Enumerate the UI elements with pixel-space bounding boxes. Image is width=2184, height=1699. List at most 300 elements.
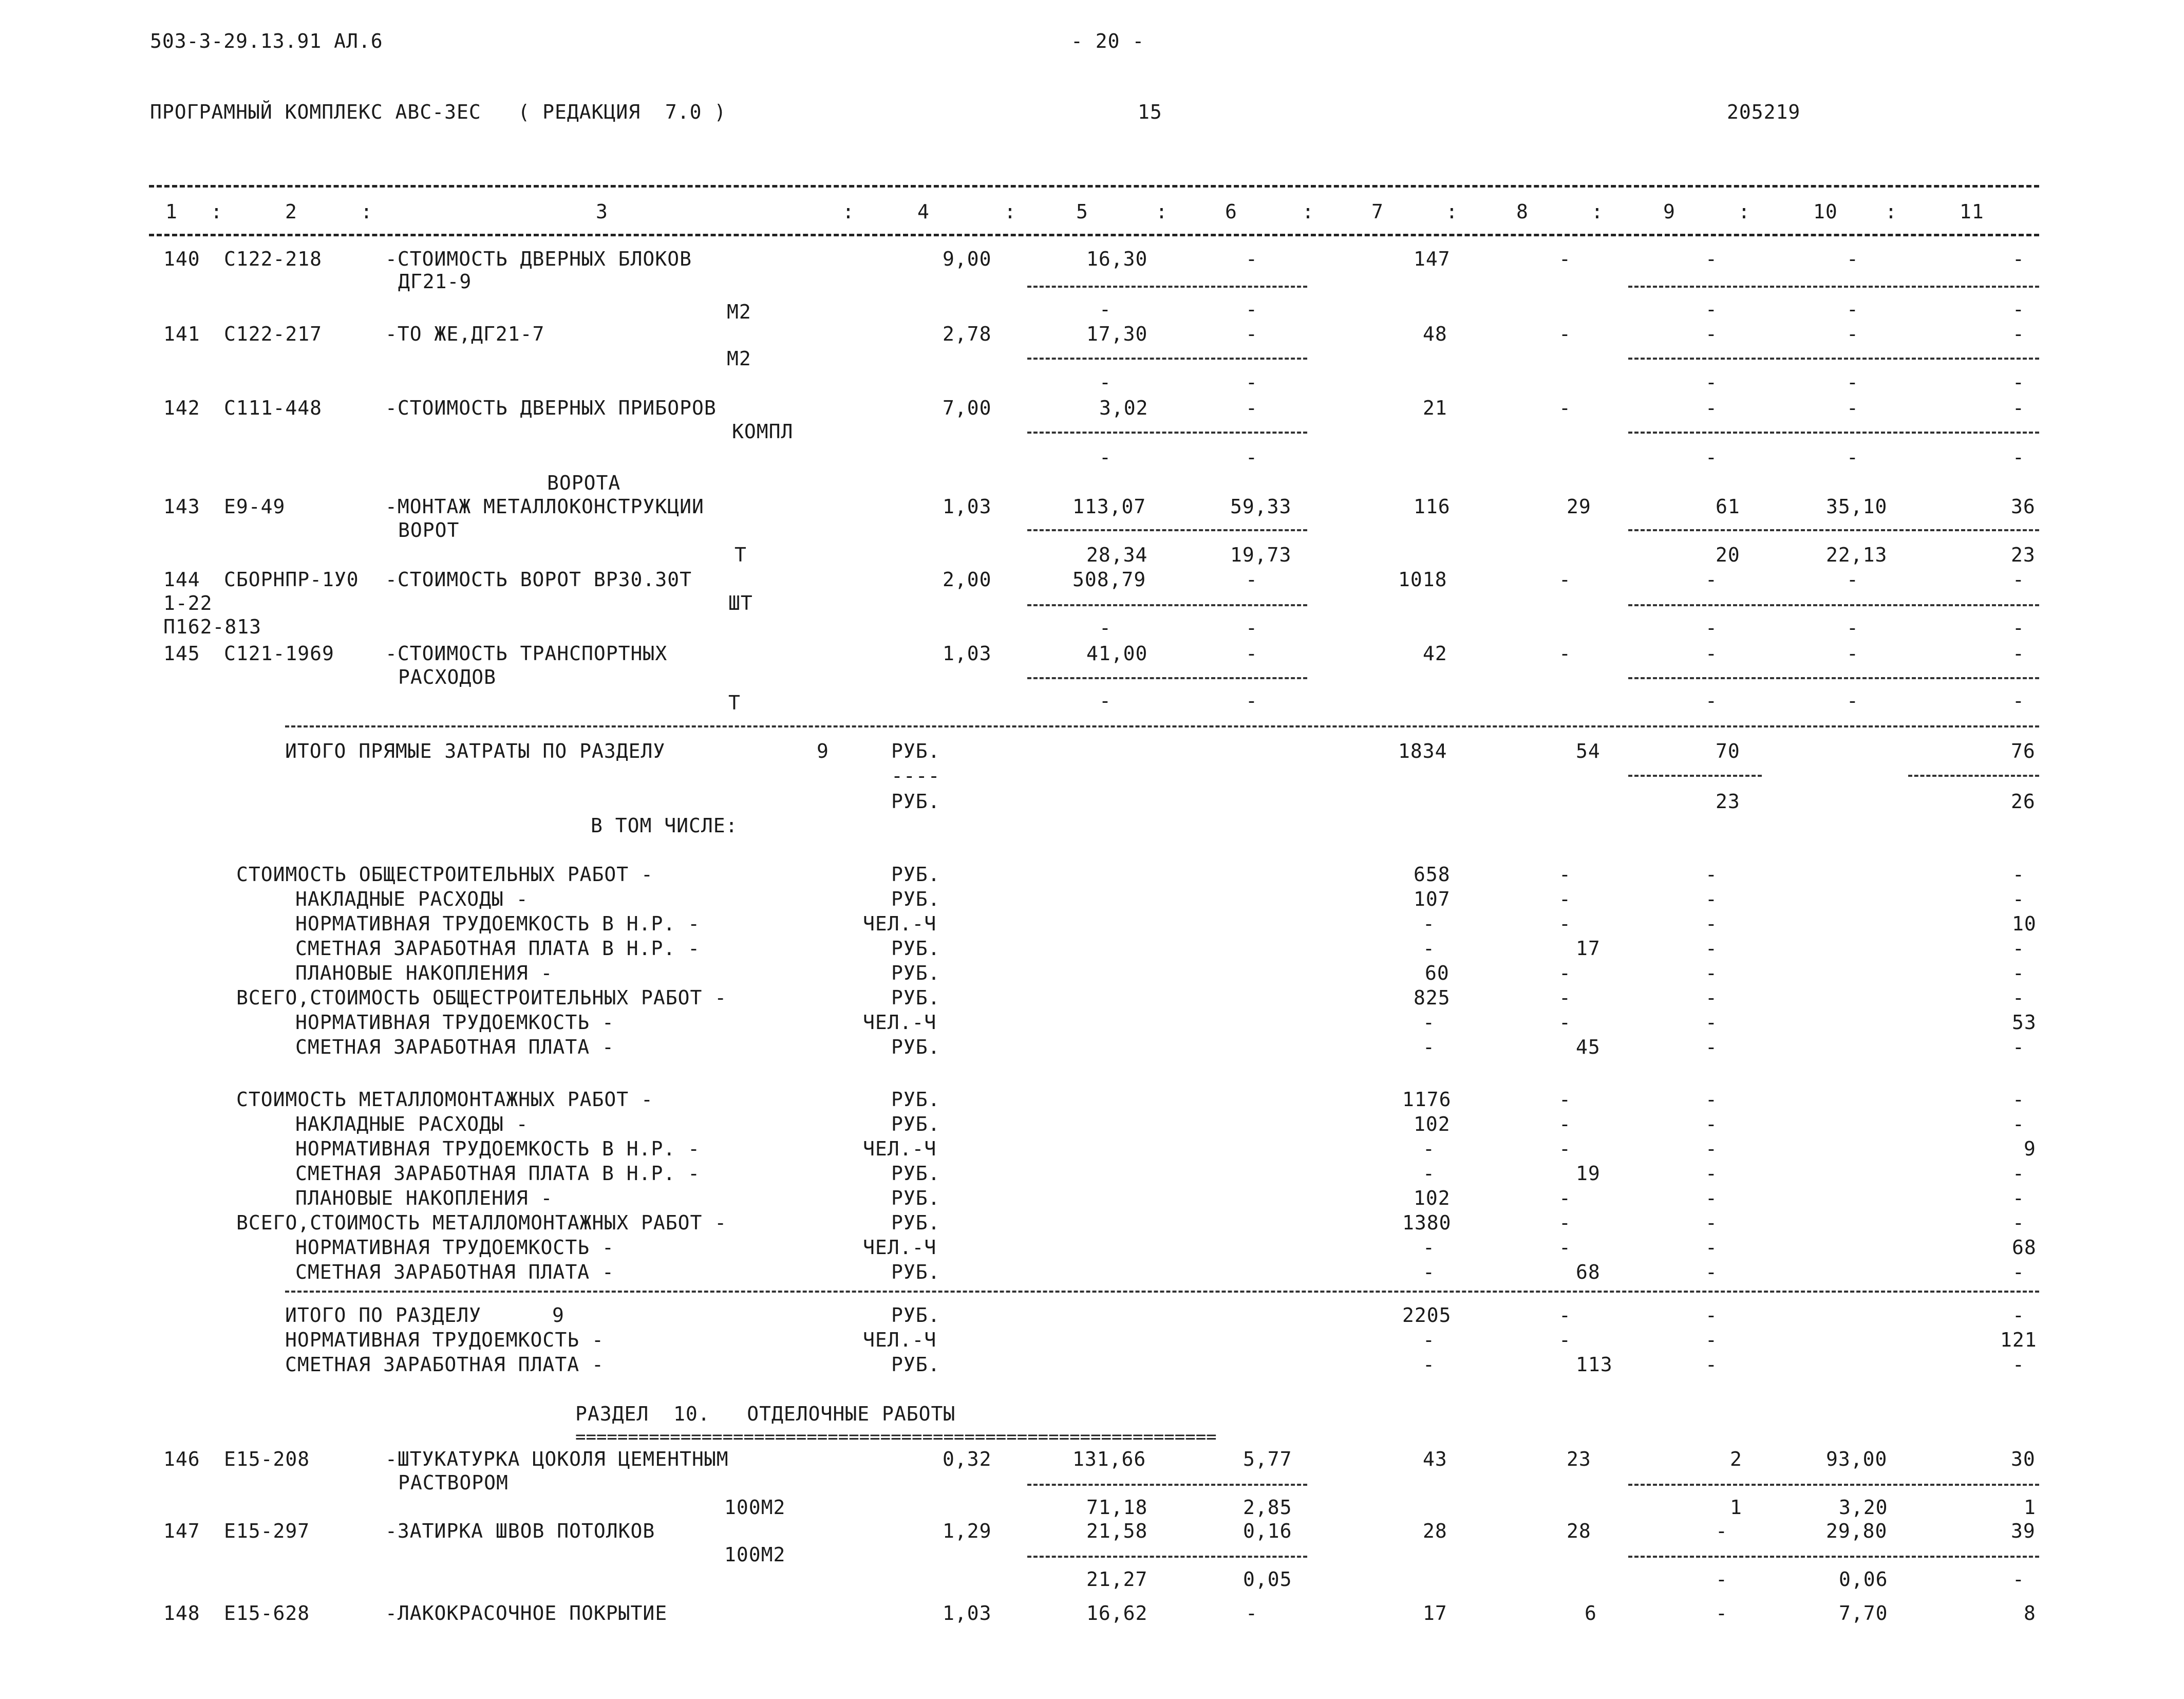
row-name: -СТОИМОСТЬ ТРАНСПОРТНЫХ bbox=[385, 642, 668, 665]
summary-label: ВСЕГО,СТОИМОСТЬ МЕТАЛЛОМОНТАЖНЫХ РАБОТ - bbox=[236, 1211, 727, 1234]
summary-c9: - bbox=[1705, 1036, 1718, 1058]
summary-c9: - bbox=[1705, 912, 1718, 935]
summary-unit: РУБ. bbox=[891, 1304, 940, 1327]
row-code: С111-448 bbox=[224, 397, 323, 419]
dash-mark: - bbox=[2012, 689, 2025, 712]
cell-c8: 28 bbox=[1567, 1520, 1591, 1542]
row-code: Е9-49 bbox=[224, 495, 286, 518]
summary-c7: - bbox=[1423, 1011, 1435, 1034]
cell-c10: - bbox=[1847, 397, 1859, 419]
summary-c7: 825 bbox=[1414, 986, 1451, 1009]
col-1: 1 bbox=[165, 200, 178, 223]
summary-label: СМЕТНАЯ ЗАРАБОТНАЯ ПЛАТА - bbox=[295, 1261, 614, 1283]
summary-unit: РУБ. bbox=[891, 1036, 940, 1058]
summary-c8: - bbox=[1559, 1304, 1571, 1327]
row-name: -МОНТАЖ МЕТАЛЛОКОНСТРУКЦИИ bbox=[385, 495, 704, 518]
summary-label: НАКЛАДНЫЕ РАСХОДЫ - bbox=[295, 888, 529, 910]
summary-c8: 17 bbox=[1576, 937, 1601, 960]
col-5: 5 bbox=[1076, 200, 1088, 223]
cell-c6: - bbox=[1246, 248, 1258, 270]
row-code-cont: П162-813 bbox=[163, 615, 262, 638]
row-unit: Т bbox=[728, 692, 741, 714]
cell-s11: 1 bbox=[2024, 1496, 2036, 1519]
total-direct-c7: 1834 bbox=[1398, 740, 1447, 762]
summary-c9: - bbox=[1705, 1329, 1718, 1351]
summary-c8: - bbox=[1559, 962, 1571, 984]
cell-s6: 19,73 bbox=[1230, 544, 1292, 566]
row-number: 147 bbox=[163, 1520, 200, 1542]
total-direct-section: 9 bbox=[817, 740, 829, 762]
col-sep: : bbox=[1302, 200, 1314, 223]
col-sep: : bbox=[1885, 200, 1897, 223]
summary-unit: РУБ. bbox=[891, 863, 940, 886]
summary-section: 9 bbox=[552, 1304, 564, 1327]
cell-s9: - bbox=[1716, 1568, 1728, 1591]
summary-unit: ЧЕЛ.-Ч bbox=[863, 1011, 937, 1034]
summary-c11: - bbox=[2012, 962, 2025, 984]
summary-unit: РУБ. bbox=[891, 1353, 940, 1376]
summary-c7: 2205 bbox=[1402, 1304, 1452, 1327]
dash-mark: - bbox=[2012, 617, 2025, 639]
row-code: Е15-208 bbox=[224, 1448, 310, 1470]
row-code: С122-217 bbox=[224, 323, 323, 345]
summary-c7: - bbox=[1423, 937, 1435, 960]
cell-c5: 16,62 bbox=[1086, 1602, 1148, 1625]
summary-unit: РУБ. bbox=[891, 1211, 940, 1234]
cell-c5: 16,30 bbox=[1086, 248, 1148, 270]
cell-s9: 20 bbox=[1716, 544, 1740, 566]
cell-c11: - bbox=[2012, 642, 2025, 665]
cell-c8: - bbox=[1559, 642, 1571, 665]
cell-c8: - bbox=[1559, 397, 1571, 419]
subrule bbox=[1628, 358, 2039, 360]
dash-mark: - bbox=[1705, 371, 1718, 394]
dash-mark: - bbox=[1705, 298, 1718, 321]
cell-s10: 3,20 bbox=[1839, 1496, 1888, 1519]
section-10-underline: ============================================================= bbox=[575, 1427, 1217, 1447]
subrule bbox=[1628, 1556, 2039, 1558]
cell-c4: 1,03 bbox=[943, 495, 992, 518]
dash-mark: - bbox=[1847, 617, 1859, 639]
summary-c11: - bbox=[2012, 863, 2025, 886]
row-code: С122-218 bbox=[224, 248, 323, 270]
cell-c6: 5,77 bbox=[1243, 1448, 1292, 1470]
row-name: -СТОИМОСТЬ ДВЕРНЫХ БЛОКОВ bbox=[385, 248, 692, 270]
row-name-cont: ВОРОТ bbox=[398, 519, 460, 542]
summary-c8: - bbox=[1559, 1187, 1571, 1209]
cell-c4: 1,29 bbox=[943, 1520, 992, 1542]
dash-mark: - bbox=[1705, 617, 1718, 639]
cell-c7: 21 bbox=[1423, 397, 1447, 419]
col-sep: : bbox=[1738, 200, 1750, 223]
dash-mark: - bbox=[1246, 617, 1258, 639]
summary-c7: - bbox=[1423, 1236, 1435, 1259]
cell-c8: - bbox=[1559, 248, 1571, 270]
dash-mark: - bbox=[1847, 446, 1859, 469]
summary-c9: - bbox=[1705, 863, 1718, 886]
cell-c7: 17 bbox=[1423, 1602, 1447, 1625]
cell-c11: - bbox=[2012, 397, 2025, 419]
summary-unit: РУБ. bbox=[891, 1187, 940, 1209]
row-number: 140 bbox=[163, 248, 200, 270]
summary-c8: - bbox=[1559, 1329, 1571, 1351]
total-direct-label: ИТОГО ПРЯМЫЕ ЗАТРАТЫ ПО РАЗДЕЛУ bbox=[285, 740, 666, 762]
dash-mark: - bbox=[1099, 371, 1112, 394]
row-name: -ЛАКОКРАСОЧНОЕ ПОКРЫТИЕ bbox=[385, 1602, 668, 1625]
cell-c6: 59,33 bbox=[1230, 495, 1292, 518]
row-unit: ШТ bbox=[728, 592, 753, 614]
cell-c8: - bbox=[1559, 323, 1571, 345]
col-sep: : bbox=[361, 200, 373, 223]
cell-s11: - bbox=[2012, 1568, 2025, 1591]
row-group-label: ВОРОТА bbox=[547, 472, 621, 494]
summary-c11: - bbox=[2012, 888, 2025, 910]
row-name: -СТОИМОСТЬ ДВЕРНЫХ ПРИБОРОВ bbox=[385, 397, 717, 419]
program-title: ПРОГРАМНЫЙ КОМПЛЕКС АВС-3ЕС ( РЕДАКЦИЯ 7.0 ) bbox=[150, 101, 727, 123]
cell-c9: - bbox=[1705, 642, 1718, 665]
summary-c11: - bbox=[2012, 1187, 2025, 1209]
subrule bbox=[1027, 529, 1307, 531]
cell-s10: 22,13 bbox=[1826, 544, 1888, 566]
summary-c8: - bbox=[1559, 986, 1571, 1009]
summary-label: НОРМАТИВНАЯ ТРУДОЕМКОСТЬ В Н.Р. - bbox=[295, 1137, 700, 1160]
cell-s6: 2,85 bbox=[1243, 1496, 1292, 1519]
dash-mark: - bbox=[2012, 446, 2025, 469]
row-unit: М2 bbox=[727, 301, 751, 323]
subrule bbox=[1628, 529, 2039, 531]
cell-c9: - bbox=[1705, 568, 1718, 591]
subrule bbox=[1628, 432, 2039, 434]
subrule bbox=[1908, 775, 2039, 777]
cell-c6: - bbox=[1246, 568, 1258, 591]
summary-label: НАКЛАДНЫЕ РАСХОДЫ - bbox=[295, 1113, 529, 1135]
row-name: -ТО ЖЕ,ДГ21-7 bbox=[385, 323, 545, 345]
cell-c4: 2,00 bbox=[943, 568, 992, 591]
summary-c11: - bbox=[2012, 1353, 2025, 1376]
cell-c8: 23 bbox=[1567, 1448, 1591, 1470]
row-code: СБОРНПР-1У0 bbox=[224, 568, 359, 591]
col-10: 10 bbox=[1813, 200, 1838, 223]
summary-c11: 68 bbox=[2012, 1236, 2037, 1259]
summary-label: НОРМАТИВНАЯ ТРУДОЕМКОСТЬ - bbox=[285, 1329, 604, 1351]
summary-c11: - bbox=[2012, 1162, 2025, 1185]
dash-mark: - bbox=[1847, 371, 1859, 394]
summary-label: НОРМАТИВНАЯ ТРУДОЕМКОСТЬ В Н.Р. - bbox=[295, 912, 700, 935]
summary-label: ПЛАНОВЫЕ НАКОПЛЕНИЯ - bbox=[295, 1187, 553, 1209]
summary-unit: РУБ. bbox=[891, 888, 940, 910]
subrule bbox=[1027, 604, 1307, 606]
row-number: 148 bbox=[163, 1602, 200, 1625]
cell-c5: 131,66 bbox=[1072, 1448, 1146, 1470]
summary-c8: - bbox=[1559, 1137, 1571, 1160]
cell-c5: 17,30 bbox=[1086, 323, 1148, 345]
row-number: 141 bbox=[163, 323, 200, 345]
row-number: 142 bbox=[163, 397, 200, 419]
col-sep: : bbox=[1446, 200, 1458, 223]
col-4: 4 bbox=[917, 200, 930, 223]
summary-unit: ЧЕЛ.-Ч bbox=[863, 1137, 937, 1160]
summary-c7: - bbox=[1423, 912, 1435, 935]
summary-label: НОРМАТИВНАЯ ТРУДОЕМКОСТЬ - bbox=[295, 1236, 614, 1259]
total-direct-c8: 54 bbox=[1576, 740, 1601, 762]
cell-c10: 35,10 bbox=[1826, 495, 1888, 518]
summary-c7: 1176 bbox=[1402, 1088, 1452, 1111]
cell-c9: 61 bbox=[1716, 495, 1740, 518]
dash-mark: - bbox=[1099, 617, 1112, 639]
col-sep: : bbox=[1591, 200, 1604, 223]
summary-unit: РУБ. bbox=[891, 986, 940, 1009]
summary-c8: - bbox=[1559, 1236, 1571, 1259]
cell-c9: - bbox=[1705, 323, 1718, 345]
summary-c7: - bbox=[1423, 1036, 1435, 1058]
subrule bbox=[1027, 677, 1307, 679]
cell-c10: 29,80 bbox=[1826, 1520, 1888, 1542]
cell-c10: - bbox=[1847, 642, 1859, 665]
dash-mark: - bbox=[2012, 371, 2025, 394]
summary-c11: - bbox=[2012, 1304, 2025, 1327]
cell-c6: - bbox=[1246, 397, 1258, 419]
summary-c8: 113 bbox=[1576, 1353, 1613, 1376]
cell-c9: - bbox=[1705, 248, 1718, 270]
summary-label: СТОИМОСТЬ МЕТАЛЛОМОНТАЖНЫХ РАБОТ - bbox=[236, 1088, 653, 1111]
subrule bbox=[1027, 432, 1307, 434]
dash-mark: - bbox=[1246, 446, 1258, 469]
cell-c5: 508,79 bbox=[1072, 568, 1146, 591]
summary-c8: - bbox=[1559, 1011, 1571, 1034]
col-sep: : bbox=[211, 200, 223, 223]
subrule bbox=[1027, 358, 1307, 360]
summary-c9: - bbox=[1705, 986, 1718, 1009]
row-number: 146 bbox=[163, 1448, 200, 1470]
section-10-title: РАЗДЕЛ 10. ОТДЕЛОЧНЫЕ РАБОТЫ bbox=[575, 1403, 956, 1425]
cell-c5: 21,58 bbox=[1086, 1520, 1148, 1542]
summary-label: СТОИМОСТЬ ОБЩЕСТРОИТЕЛЬНЫХ РАБОТ - bbox=[236, 863, 653, 886]
cell-c7: 42 bbox=[1423, 642, 1447, 665]
cell-s5: 21,27 bbox=[1086, 1568, 1148, 1591]
cell-c7: 43 bbox=[1423, 1448, 1447, 1470]
col-3: 3 bbox=[596, 200, 608, 223]
summary-c9: - bbox=[1705, 937, 1718, 960]
cell-c9: - bbox=[1705, 397, 1718, 419]
cell-c4: 1,03 bbox=[943, 1602, 992, 1625]
summary-c9: - bbox=[1705, 1187, 1718, 1209]
cell-c8: - bbox=[1559, 568, 1571, 591]
summary-label: СМЕТНАЯ ЗАРАБОТНАЯ ПЛАТА В Н.Р. - bbox=[295, 937, 700, 960]
summary-c7: 102 bbox=[1414, 1187, 1451, 1209]
summary-unit: ЧЕЛ.-Ч bbox=[863, 912, 937, 935]
small-dash: ---- bbox=[891, 764, 940, 787]
summary-c8: - bbox=[1559, 1088, 1571, 1111]
dash-mark: - bbox=[1099, 298, 1112, 321]
cell-c5: 113,07 bbox=[1072, 495, 1146, 518]
row-name: -ШТУКАТУРКА ЦОКОЛЯ ЦЕМЕНТНЫМ bbox=[385, 1448, 729, 1470]
dash-mark: - bbox=[1246, 298, 1258, 321]
cell-c4: 2,78 bbox=[943, 323, 992, 345]
cell-c8: 6 bbox=[1585, 1602, 1597, 1625]
col-sep: : bbox=[1004, 200, 1016, 223]
summary-c7: - bbox=[1423, 1261, 1435, 1283]
dash-mark: - bbox=[1705, 689, 1718, 712]
cell-c7: 28 bbox=[1423, 1520, 1447, 1542]
col-8: 8 bbox=[1516, 200, 1529, 223]
summary-c11: - bbox=[2012, 1113, 2025, 1135]
cell-c11: 8 bbox=[2024, 1602, 2036, 1625]
row-unit: КОМПЛ bbox=[732, 420, 794, 443]
summary-c9: - bbox=[1705, 1137, 1718, 1160]
cell-c10: 93,00 bbox=[1826, 1448, 1888, 1470]
summary-c11: 9 bbox=[2024, 1137, 2036, 1160]
dash-mark: - bbox=[1099, 446, 1112, 469]
page-number: - 20 - bbox=[1071, 30, 1145, 52]
cell-c10: - bbox=[1847, 323, 1859, 345]
row-name: -ЗАТИРКА ШВОВ ПОТОЛКОВ bbox=[385, 1520, 655, 1542]
cell-s10: 0,06 bbox=[1839, 1568, 1888, 1591]
summary-c7: 60 bbox=[1425, 962, 1449, 984]
total-direct-s11: 26 bbox=[2011, 790, 2036, 813]
dash-mark: - bbox=[2012, 298, 2025, 321]
subrule bbox=[1628, 1484, 2039, 1486]
cell-s11: 23 bbox=[2011, 544, 2036, 566]
cell-c6: - bbox=[1246, 642, 1258, 665]
cell-c7: 147 bbox=[1414, 248, 1451, 270]
including-label: В ТОМ ЧИСЛЕ: bbox=[591, 814, 738, 837]
summary-c7: 1380 bbox=[1402, 1211, 1452, 1234]
summary-unit: РУБ. bbox=[891, 1113, 940, 1135]
summary-c11: - bbox=[2012, 937, 2025, 960]
col-sep: : bbox=[1156, 200, 1168, 223]
dash-mark: - bbox=[1847, 689, 1859, 712]
summary-c8: - bbox=[1559, 863, 1571, 886]
table-header-rule bbox=[149, 234, 2039, 236]
summary-c9: - bbox=[1705, 1236, 1718, 1259]
summary-c9: - bbox=[1705, 1113, 1718, 1135]
col-11: 11 bbox=[1960, 200, 1984, 223]
row-name-cont: ДГ21-9 bbox=[398, 270, 472, 293]
col-9: 9 bbox=[1663, 200, 1675, 223]
summary-c9: - bbox=[1705, 1211, 1718, 1234]
cell-c11: - bbox=[2012, 323, 2025, 345]
summary-c11: 53 bbox=[2012, 1011, 2037, 1034]
subrule bbox=[1628, 286, 2039, 288]
summary-unit: РУБ. bbox=[891, 1162, 940, 1185]
summary-label: ПЛАНОВЫЕ НАКОПЛЕНИЯ - bbox=[295, 962, 553, 984]
summary-unit: РУБ. bbox=[891, 937, 940, 960]
col-7: 7 bbox=[1371, 200, 1384, 223]
summary-c8: 68 bbox=[1576, 1261, 1601, 1283]
summary-c9: - bbox=[1705, 1011, 1718, 1034]
cell-c10: - bbox=[1847, 568, 1859, 591]
summary-c11: - bbox=[2012, 1211, 2025, 1234]
row-code: С121-1969 bbox=[224, 642, 334, 665]
cell-c11: 36 bbox=[2011, 495, 2036, 518]
cell-c5: 41,00 bbox=[1086, 642, 1148, 665]
cell-s5: 28,34 bbox=[1086, 544, 1148, 566]
total-direct-c9: 70 bbox=[1716, 740, 1740, 762]
subrule bbox=[1027, 286, 1307, 288]
subrule bbox=[1628, 604, 2039, 606]
cell-c11: - bbox=[2012, 248, 2025, 270]
summary-c9: - bbox=[1705, 962, 1718, 984]
summary-c7: - bbox=[1423, 1162, 1435, 1185]
dash-mark: - bbox=[1246, 689, 1258, 712]
summary-label: СМЕТНАЯ ЗАРАБОТНАЯ ПЛАТА - bbox=[285, 1353, 604, 1376]
summary-c9: - bbox=[1705, 1353, 1718, 1376]
subrule bbox=[1628, 775, 1762, 777]
row-unit: 100М2 bbox=[724, 1543, 786, 1566]
summary-c9: - bbox=[1705, 1304, 1718, 1327]
sheet-number: 15 bbox=[1138, 101, 1162, 123]
cell-s6: 0,05 bbox=[1243, 1568, 1292, 1591]
summary-c8: - bbox=[1559, 912, 1571, 935]
summary-c7: 107 bbox=[1414, 888, 1451, 910]
row-number: 144 bbox=[163, 568, 200, 591]
cell-c6: - bbox=[1246, 323, 1258, 345]
subrule bbox=[1027, 1556, 1307, 1558]
subrule bbox=[1628, 677, 2039, 679]
dash-mark: - bbox=[1246, 371, 1258, 394]
cell-c4: 9,00 bbox=[943, 248, 992, 270]
summary-unit: ЧЕЛ.-Ч bbox=[863, 1236, 937, 1259]
row-number: 143 bbox=[163, 495, 200, 518]
summary-c7: 658 bbox=[1414, 863, 1451, 886]
cell-c10: 7,70 bbox=[1839, 1602, 1888, 1625]
section-total-rule bbox=[285, 1291, 2039, 1293]
summary-unit: РУБ. bbox=[891, 962, 940, 984]
row-name-cont: РАСХОДОВ bbox=[398, 666, 497, 688]
total-rule bbox=[285, 725, 2039, 727]
cell-c4: 0,32 bbox=[943, 1448, 992, 1470]
cell-c5: 3,02 bbox=[1099, 397, 1149, 419]
table-top-rule bbox=[149, 185, 2039, 188]
total-direct-unit2: РУБ. bbox=[891, 790, 940, 813]
cell-c7: 1018 bbox=[1398, 568, 1447, 591]
summary-c8: 45 bbox=[1576, 1036, 1601, 1058]
total-direct-c11: 76 bbox=[2011, 740, 2036, 762]
summary-label: СМЕТНАЯ ЗАРАБОТНАЯ ПЛАТА - bbox=[295, 1036, 614, 1058]
row-unit: 100М2 bbox=[724, 1496, 786, 1519]
cell-c9: - bbox=[1716, 1520, 1728, 1542]
dash-mark: - bbox=[1705, 446, 1718, 469]
row-code: Е15-628 bbox=[224, 1602, 310, 1625]
row-unit: Т bbox=[735, 544, 747, 566]
summary-c8: 19 bbox=[1576, 1162, 1601, 1185]
total-direct-unit: РУБ. bbox=[891, 740, 940, 762]
summary-c9: - bbox=[1705, 1088, 1718, 1111]
summary-label: НОРМАТИВНАЯ ТРУДОЕМКОСТЬ - bbox=[295, 1011, 614, 1034]
summary-c11: 121 bbox=[2000, 1329, 2037, 1351]
summary-c9: - bbox=[1705, 1162, 1718, 1185]
col-6: 6 bbox=[1225, 200, 1237, 223]
summary-c9: - bbox=[1705, 888, 1718, 910]
summary-c8: - bbox=[1559, 1113, 1571, 1135]
summary-c11: - bbox=[2012, 1036, 2025, 1058]
summary-c9: - bbox=[1705, 1261, 1718, 1283]
cell-c6: - bbox=[1246, 1602, 1258, 1625]
dash-mark: - bbox=[1847, 298, 1859, 321]
row-unit: М2 bbox=[727, 347, 751, 370]
row-name: -СТОИМОСТЬ ВОРОТ ВР30.30Т bbox=[385, 568, 692, 591]
subrule bbox=[1027, 1484, 1307, 1486]
summary-c7: - bbox=[1423, 1329, 1435, 1351]
summary-label: ИТОГО ПО РАЗДЕЛУ bbox=[285, 1304, 482, 1327]
summary-label: СМЕТНАЯ ЗАРАБОТНАЯ ПЛАТА В Н.Р. - bbox=[295, 1162, 700, 1185]
cell-c11: - bbox=[2012, 568, 2025, 591]
summary-unit: ЧЕЛ.-Ч bbox=[863, 1329, 937, 1351]
document-code: 503-3-29.13.91 АЛ.6 bbox=[150, 30, 383, 52]
row-code: Е15-297 bbox=[224, 1520, 310, 1542]
cell-s9: 1 bbox=[1730, 1496, 1742, 1519]
row-code-cont: 1-22 bbox=[163, 592, 213, 614]
